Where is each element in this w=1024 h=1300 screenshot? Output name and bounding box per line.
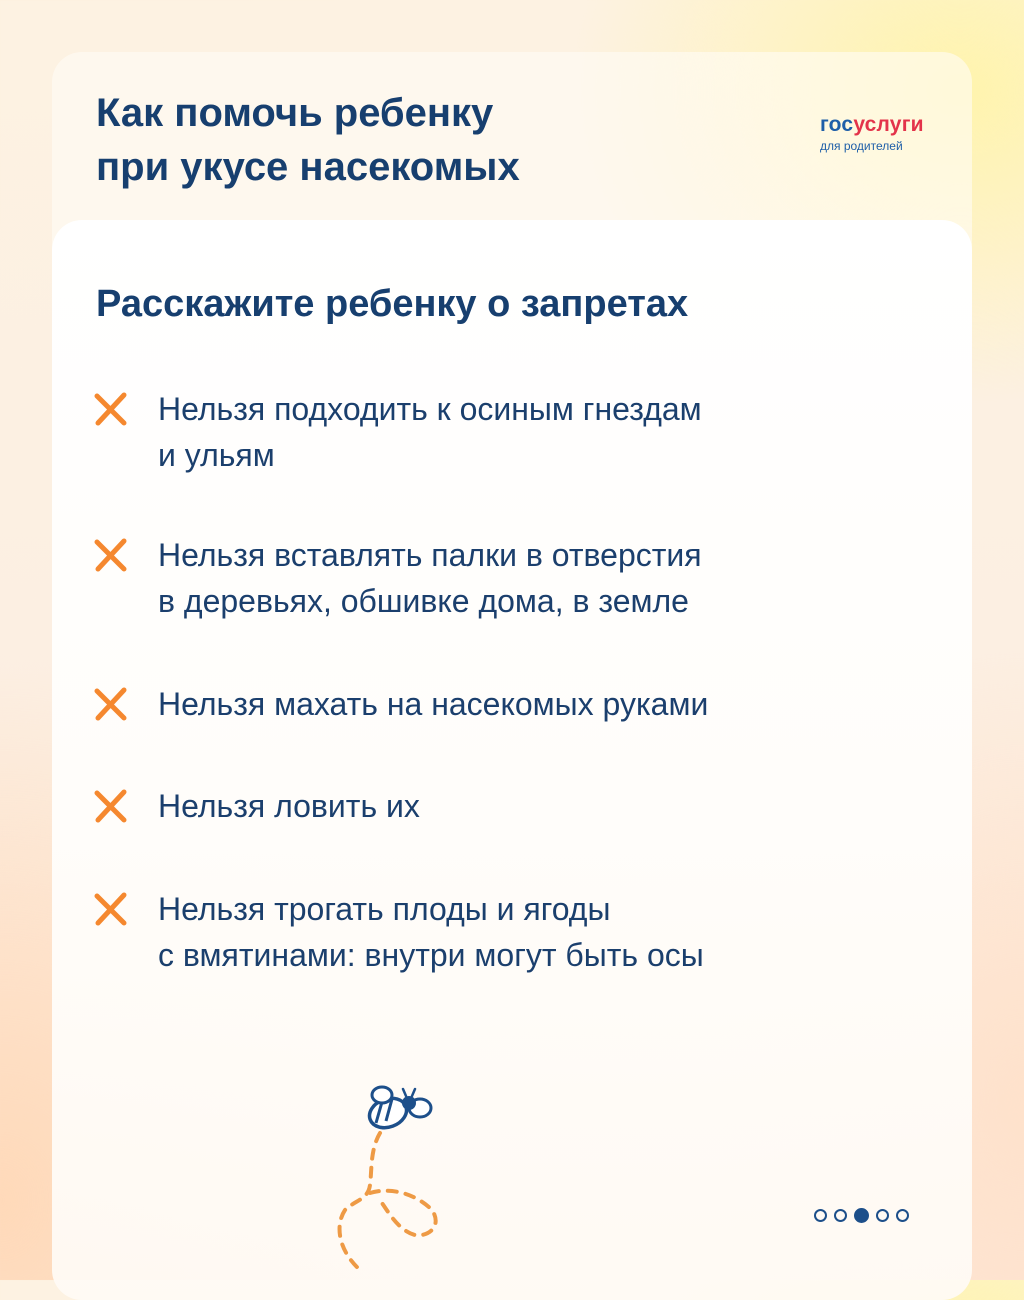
brand-name-part-2: услуги: [853, 113, 924, 136]
rule-text: [158, 532, 858, 624]
brand-logo: [820, 114, 950, 154]
rule-line: Нельзя подходить к осиным гнездам: [158, 391, 702, 427]
page-dot[interactable]: [876, 1209, 889, 1222]
rule-line: Нельзя ловить их: [158, 788, 420, 824]
rule-line: Нельзя вставлять палки в отверстия: [158, 537, 702, 573]
page-title-line-1: Как помочь ребенку: [96, 91, 494, 135]
cross-icon: [92, 890, 130, 928]
page-dot[interactable]: [896, 1209, 909, 1222]
rule-line: и ульям: [158, 437, 275, 473]
rule-line: с вмятинами: внутри могут быть осы: [158, 937, 704, 973]
cross-icon: [92, 390, 130, 428]
page-dot[interactable]: [814, 1209, 827, 1222]
brand-subtitle: для родителей: [820, 139, 903, 153]
section-heading: Расскажите ребенку о запретах: [96, 283, 689, 325]
rule-line: Нельзя махать на насекомых руками: [158, 686, 709, 722]
rule-line: Нельзя трогать плоды и ягоды: [158, 891, 611, 927]
content-card: [52, 220, 972, 1300]
rule-text: [158, 783, 858, 829]
cross-icon: [92, 685, 130, 723]
bee-icon: [320, 1075, 460, 1280]
rule-text: [158, 681, 858, 727]
brand-name-part-1: гос: [820, 113, 854, 136]
page-title-line-2: при укусе насекомых: [96, 145, 520, 189]
pagination-dots: [814, 1209, 909, 1227]
rule-text: [158, 886, 858, 978]
cross-icon: [92, 536, 130, 574]
page-dot[interactable]: [834, 1209, 847, 1222]
rule-text: [158, 386, 858, 478]
brand-name: [820, 114, 950, 136]
page-dot-active[interactable]: [854, 1208, 869, 1223]
page-title: [96, 86, 696, 194]
rule-line: в деревьях, обшивке дома, в земле: [158, 583, 689, 619]
cross-icon: [92, 787, 130, 825]
